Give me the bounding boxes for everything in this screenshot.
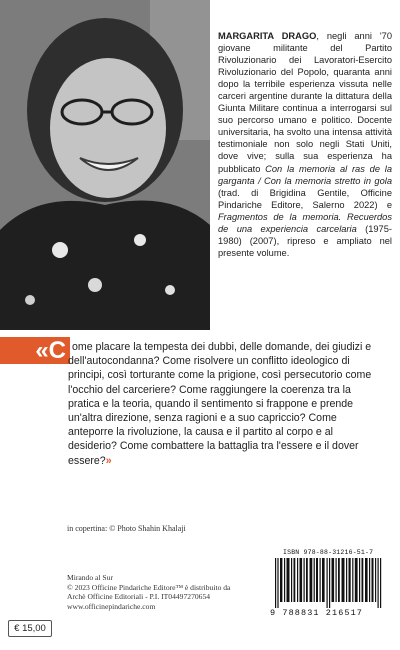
- bio-text-2: (trad. di Brigidina Gentile, Officine Pindariche Editore, Salerno 2022) e: [218, 187, 392, 210]
- isbn-label: ISBN 978-88-31216-51-7: [283, 549, 374, 556]
- bio-text-3: (1975-1980) (2007), ripreso e ampliato nel presente volume.: [218, 223, 392, 258]
- book-title-1: Con la memoria al ras de la garganta / Con la memoria stretto in gola: [218, 163, 393, 186]
- back-cover-quote: [68, 340, 380, 468]
- quote-text: ome placare la tempesta dei dubbi, delle domande, dei giudizi e dell'autocondanna? Come risolvere un conflitto ideologico di principi, così torturante come la prigione, così persecutorio come l'occhio del carceriere? Come raggiungere la coerenza tra la pratica e la teoria, quando il sentimento si frappone e prende un'altra direzione, senza ragioni e a suo capriccio? Come anteporre la rivoluzione, la causa e il partito al corpo e al desiderio? Come combattere la battaglia tra l'essere e il dover essere?: [68, 341, 372, 467]
- author-name: MARGARITA DRAGO: [218, 31, 317, 41]
- imprint-line-2: Archè Officine Editoriali - P.I. IT04497270654: [67, 592, 211, 602]
- publisher-website: www.officinepindariche.com: [67, 601, 156, 611]
- isbn-barcode: [275, 558, 385, 608]
- quote-open-mark: «C: [0, 337, 70, 364]
- author-portrait-illustration: [0, 0, 210, 330]
- series-name: Mirando al Sur: [67, 573, 113, 582]
- author-photo: [0, 0, 210, 330]
- bio-text-1: , negli anni '70 giovane militante del Partito Rivoluzionario dei Lavoratori-Esercito Rivoluzionario del Popolo, quaranta anni dopo la terribile esperienza vissuta nelle carceri argentine durante la dittatura della Giunta Militare continua a interrogarsi sul suo percorso umano e politico. Docente universitaria, ha svolto una intensa attività testimoniale non solo negli Stati Uniti, dove vive; sulla sua esperienza ha pubblicato: [218, 31, 392, 174]
- cover-photo-credit: in copertina: © Photo Shahin Khalaji: [67, 524, 186, 533]
- price-label: € 15,00: [8, 620, 52, 637]
- publisher-imprint: [67, 573, 230, 611]
- imprint-line-1: © 2023 Officine Pindariche Editore™ è distribuito da: [67, 582, 231, 592]
- quote-close-mark: »: [105, 454, 112, 467]
- isbn-digits: 9 788831 216517: [270, 608, 364, 618]
- book-title-2: Fragmentos de la memoria. Recuerdos de una experiencia carcelaria: [218, 211, 392, 234]
- author-bio: [218, 30, 392, 259]
